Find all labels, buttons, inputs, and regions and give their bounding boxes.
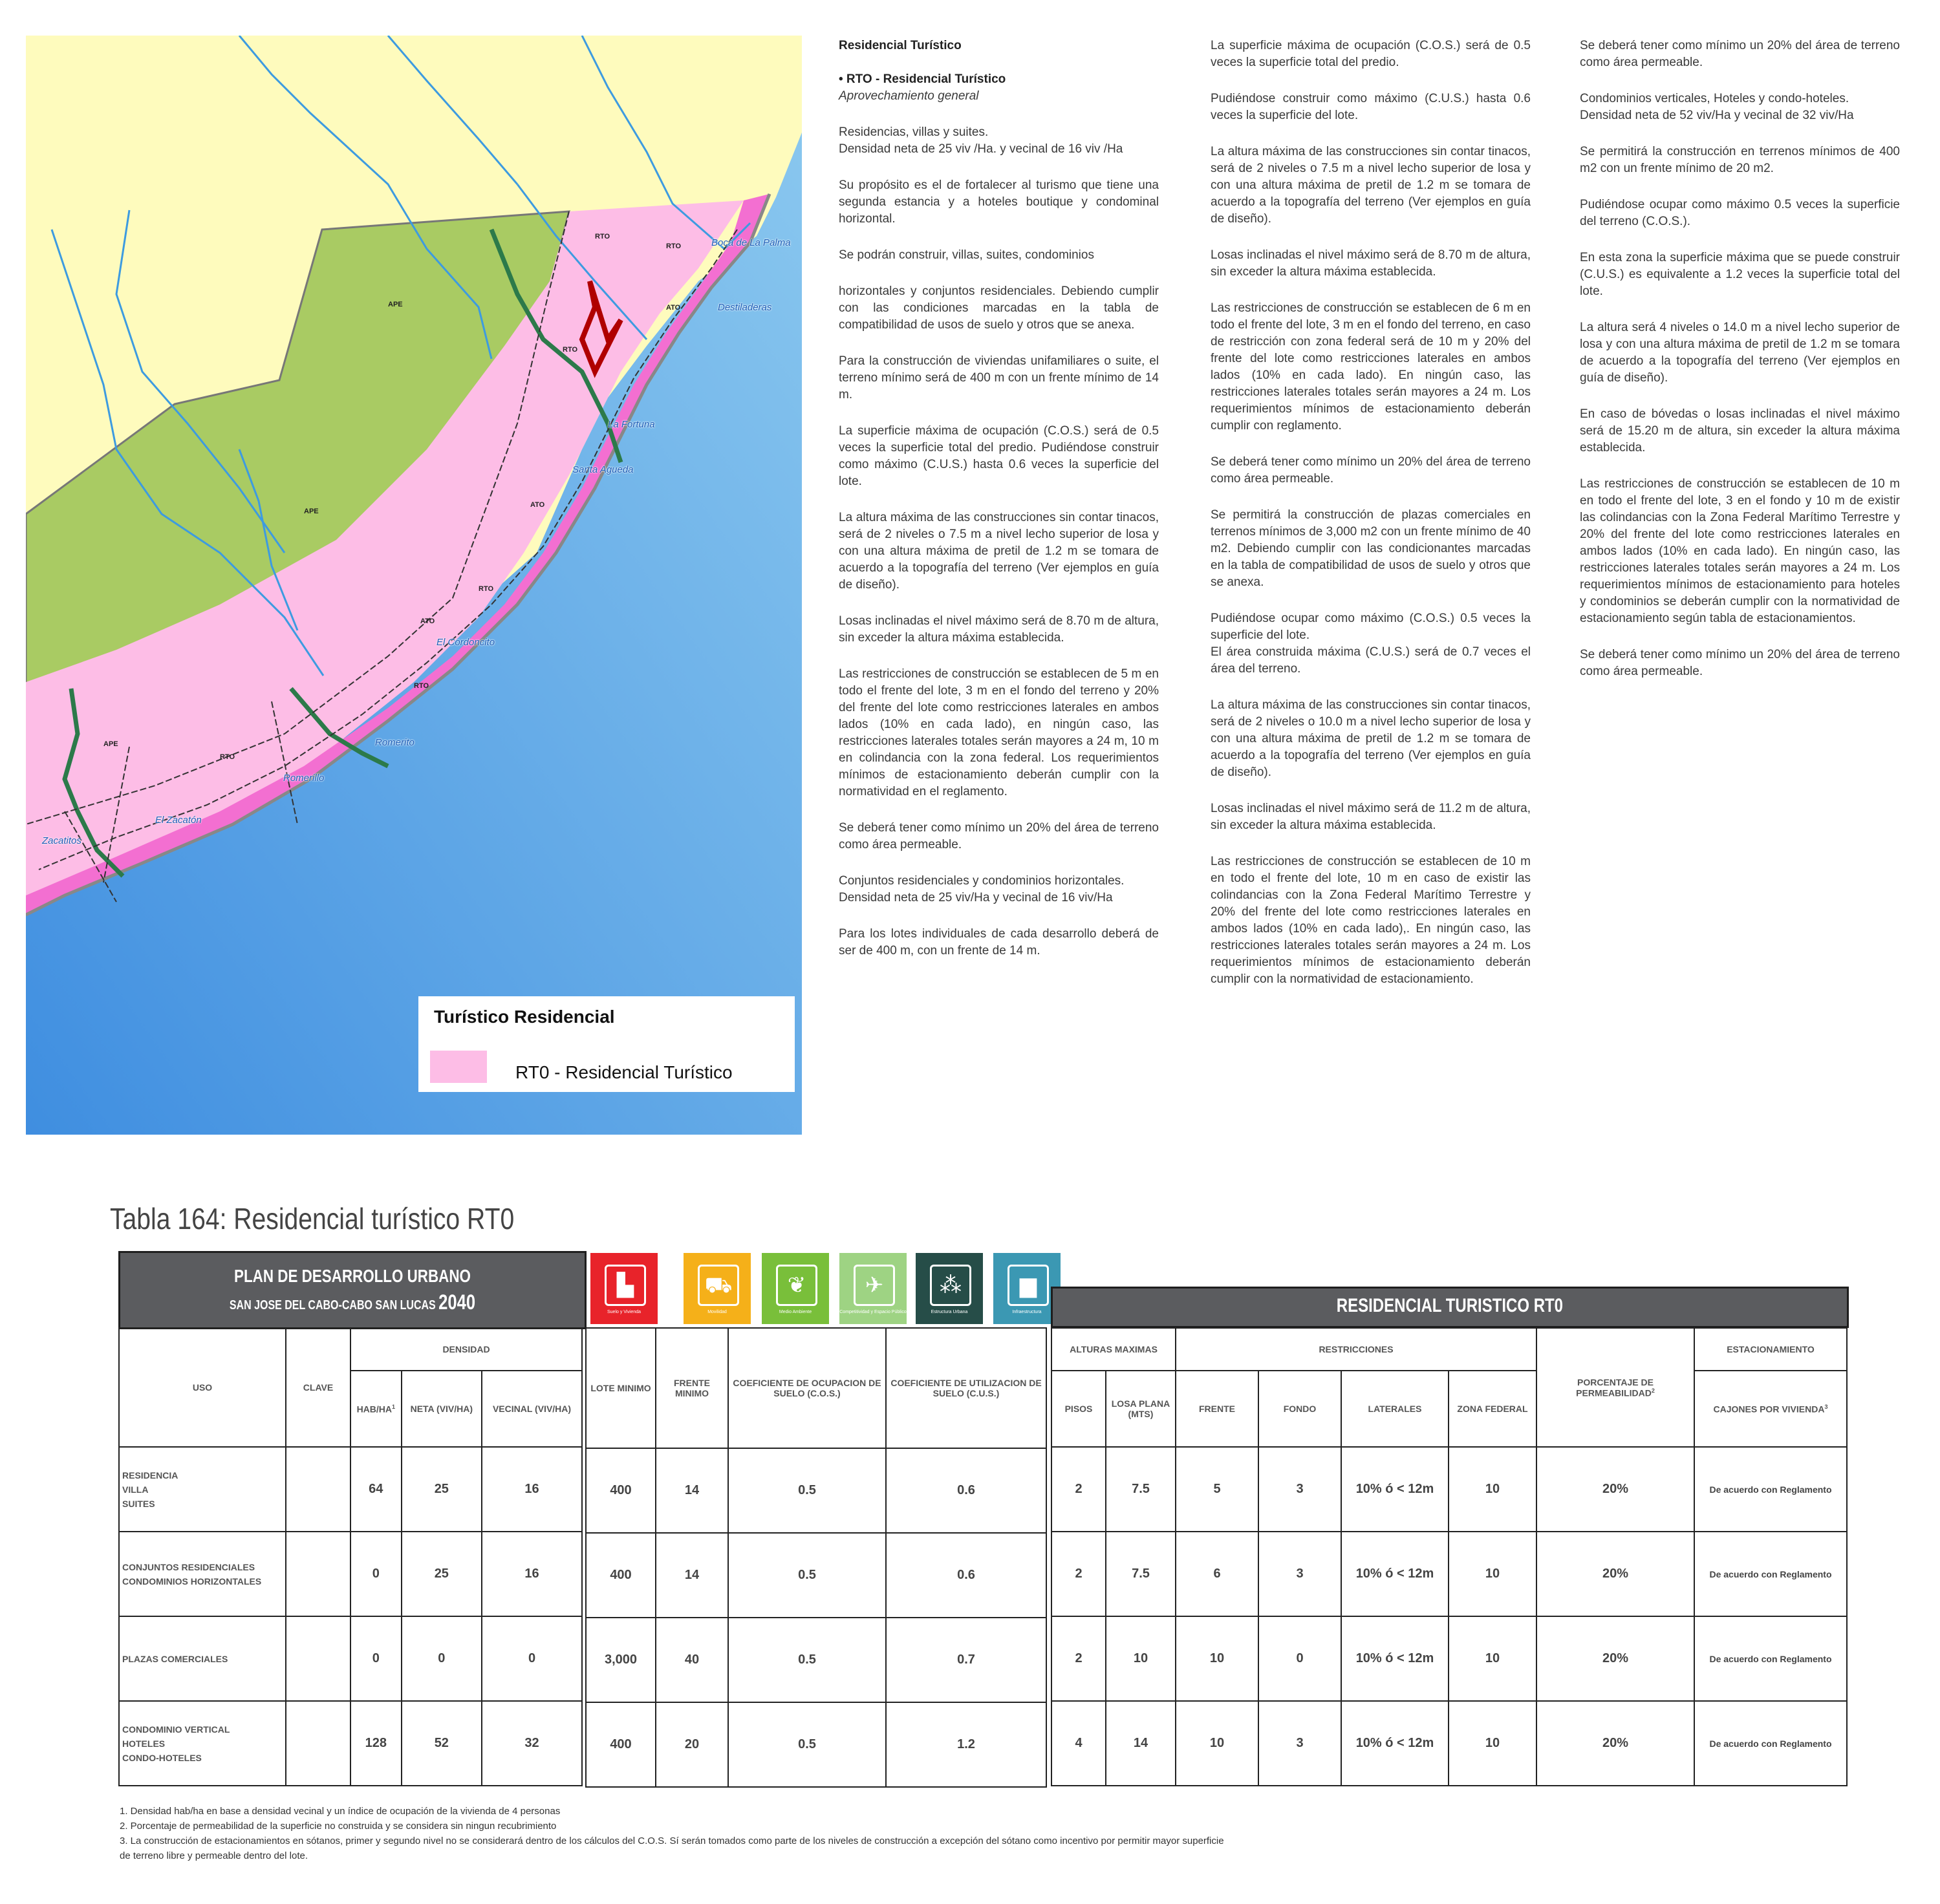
col-frente: FRENTE — [1176, 1371, 1258, 1447]
col-losa: LOSA PLANA (MTS) — [1106, 1371, 1176, 1447]
category-tile-competitividad — [839, 1253, 907, 1324]
cell-clave — [286, 1701, 350, 1786]
col-uso: USO — [119, 1328, 286, 1447]
cell-fondo: 3 — [1258, 1532, 1341, 1616]
cell-uso — [119, 1447, 286, 1532]
paragraph: horizontales y conjuntos residenciales. Debiendo cumplir con las condiciones marcadas en la tabla de compatibilidad de usos de suelo y otros que se anexa. — [839, 284, 1159, 332]
cell-frente-min: 14 — [656, 1448, 728, 1533]
col-zona-federal: ZONA FEDERAL — [1449, 1371, 1536, 1447]
zone-label: RTO — [595, 233, 610, 241]
cell-frente: 6 — [1176, 1532, 1258, 1616]
paragraph: Pudiéndose construir como máximo (C.U.S.) hasta 0.6 veces la superficie del lote. — [1211, 92, 1531, 122]
table-row — [586, 1533, 1046, 1618]
medio-ambiente-icon: ❦ — [776, 1265, 817, 1306]
paragraph: La altura máxima de las construcciones sin contar tinacos, será de 2 niveles o 7.5 m a nivel lecho superior de losa y con una altura máxima de pretil de 1.2 m se tomara de acuerdo a la topografía del terreno (Ver ejemplos en guía de diseño). — [1211, 145, 1531, 226]
col-alturas: ALTURAS MAXIMAS — [1051, 1328, 1176, 1371]
cell-cus: 0.6 — [886, 1533, 1046, 1618]
category-caption: Movilidad — [707, 1310, 727, 1314]
map-canvas — [26, 36, 802, 1135]
col-lote: LOTE MINIMO — [586, 1328, 656, 1448]
table-title: Tabla 164: Residencial turístico RT0 — [110, 1202, 515, 1235]
cell-hab: 64 — [350, 1447, 402, 1532]
cell-cajones: De acuerdo con Reglamento — [1694, 1447, 1847, 1532]
cell-laterales: 10% ó < 12m — [1341, 1447, 1449, 1532]
cell-lote: 400 — [586, 1448, 656, 1533]
paragraph: Se deberá tener como mínimo un 20% del área de terreno como área permeable. — [1580, 39, 1900, 69]
col-cus: COEFICIENTE DE UTILIZACION DE SUELO (C.U.S.) — [886, 1328, 1046, 1448]
cell-zona-federal: 10 — [1449, 1701, 1536, 1786]
cell-fondo: 3 — [1258, 1447, 1341, 1532]
cell-vecinal: 32 — [482, 1701, 582, 1786]
category-tile-estructura-urbana — [916, 1253, 983, 1324]
paragraph: Su propósito es el de fortalecer al turismo que tiene una segunda estancia y a hoteles boutique y condominal horizontal. — [839, 178, 1159, 226]
paragraph: Se deberá tener como mínimo un 20% del área de terreno como área permeable. — [839, 821, 1159, 851]
uso-line: CONDOMINIO VERTICAL — [122, 1724, 230, 1735]
zone-header-title: RESIDENCIAL TURISTICO RT0 — [1336, 1295, 1564, 1316]
legend-label: RT0 - Residencial Turístico — [515, 1062, 733, 1082]
cell-losa: 14 — [1106, 1701, 1176, 1786]
category-tile-suelo-vivienda — [590, 1253, 658, 1324]
table-row — [586, 1702, 1046, 1787]
paragraph: La superficie máxima de ocupación (C.O.S.) será de 0.5 veces la superficie total del predio. — [1211, 39, 1531, 69]
table-row — [119, 1532, 582, 1616]
table-row — [586, 1448, 1046, 1533]
cell-cos: 0.5 — [728, 1448, 886, 1533]
col-permeabilidad: PORCENTAJE DE PERMEABILIDAD$^2$ — [1536, 1328, 1694, 1447]
place-label: Romerillo — [283, 773, 325, 784]
category-tile-movilidad — [684, 1253, 751, 1324]
cell-laterales: 10% ó < 12m — [1341, 1616, 1449, 1701]
cell-vecinal: 0 — [482, 1616, 582, 1701]
cell-vecinal: 16 — [482, 1447, 582, 1532]
plan-year: 2040 — [438, 1290, 476, 1314]
col-cajones: CAJONES POR VIVIENDA$^3$ — [1694, 1371, 1847, 1447]
cell-hab: 0 — [350, 1616, 402, 1701]
footnote: 2. Porcentaje de permeabilidad de la superficie no construida y se considera sin ningun recubrimiento — [120, 1821, 557, 1832]
paragraphs — [839, 124, 1159, 959]
zone-label: RTO — [666, 242, 682, 250]
zone-label: ATO — [666, 304, 681, 312]
table-row — [1051, 1532, 1847, 1616]
zone-header — [1051, 1287, 1849, 1328]
cell-cos: 0.5 — [728, 1533, 886, 1618]
uso-line: CONDO-HOTELES — [122, 1752, 202, 1763]
text-column-2 — [1211, 37, 1531, 1007]
section-subtitle: Aprovechamiento general — [839, 89, 979, 103]
uso-line: RESIDENCIA — [122, 1470, 178, 1481]
table-alturas-restricciones — [1051, 1327, 1848, 1786]
place-label: Santa Agueda — [572, 464, 634, 475]
col-laterales: LATERALES — [1341, 1371, 1449, 1447]
cell-losa: 7.5 — [1106, 1532, 1176, 1616]
paragraph: Las restricciones de construcción se establecen de 5 m en todo el frente del lote, 3 m en el fondo del terreno y 20% del frente del lote como restricciones laterales en ambos lados (10% en cada lado), en ningún caso, las restricciones laterales totales serán mayores a 24 m, 10 m en colindancia con la zona federal. Los requerimientos mínimos de estacionamiento deberán cumplir con la normatividad en el reglamento. — [839, 667, 1159, 798]
table-row — [1051, 1447, 1847, 1532]
footnote: 1. Densidad hab/ha en base a densidad vecinal y un índice de ocupación de la vivienda de 4 personas — [120, 1806, 561, 1817]
col-vecinal: VECINAL (VIV/HA) — [482, 1371, 582, 1447]
cell-cus: 1.2 — [886, 1702, 1046, 1787]
paragraph: Residencias, villas y suites. Densidad neta de 25 viv /Ha. y vecinal de 16 viv /Ha — [839, 125, 1123, 156]
cell-permeabilidad: 20% — [1536, 1701, 1694, 1786]
zoning-map — [26, 36, 802, 1135]
col-fondo: FONDO — [1258, 1371, 1341, 1447]
paragraph: Losas inclinadas el nivel máximo será de 8.70 m de altura, sin exceder la altura máxima establecida. — [1211, 248, 1531, 279]
paragraph: Losas inclinadas el nivel máximo será de 11.2 m de altura, sin exceder la altura máxima establecida. — [1211, 802, 1531, 832]
paragraph: Para la construcción de viviendas unifamiliares o suite, el terreno mínimo será de 400 m con un frente mínimo de 14 m. — [839, 354, 1159, 401]
place-label: Zacatitos — [42, 835, 81, 846]
cell-pisos: 2 — [1051, 1532, 1106, 1616]
cell-cos: 0.5 — [728, 1618, 886, 1702]
category-tile-medio-ambiente — [762, 1253, 829, 1324]
cell-laterales: 10% ó < 12m — [1341, 1701, 1449, 1786]
col-restricciones: RESTRICCIONES — [1176, 1328, 1536, 1371]
paragraph: Para los lotes individuales de cada desarrollo deberá de ser de 400 m, con un frente de 14 m. — [839, 927, 1159, 957]
paragraph: Se podrán construir, villas, suites, condominios — [839, 248, 1094, 262]
table-row — [119, 1447, 582, 1532]
table-row — [1051, 1701, 1847, 1786]
zone-label: APE — [388, 301, 403, 308]
zone-label: APE — [103, 740, 118, 748]
cell-permeabilidad: 20% — [1536, 1447, 1694, 1532]
paragraph: La altura será 4 niveles o 14.0 m a nivel lecho superior de losa y con una altura máxima de pretil de 1.2 m se tomara de acuerdo a la topografía del terreno (Ver ejemplos en guía de diseño). — [1580, 321, 1900, 385]
plan-header — [118, 1251, 587, 1329]
zone-label: APE — [304, 508, 319, 515]
place-label: Boca de La Palma — [711, 237, 791, 248]
category-caption: Competitividad y Espacio Público — [839, 1310, 907, 1314]
paragraph: En caso de bóvedas o losas inclinadas el nivel máximo será de 15.20 m de altura, sin exceder la altura máxima establecida. — [1580, 407, 1900, 455]
col-cos: COEFICIENTE DE OCUPACION DE SUELO (C.O.S.) — [728, 1328, 886, 1448]
zone-label: ATO — [420, 617, 435, 625]
cell-cajones: De acuerdo con Reglamento — [1694, 1616, 1847, 1701]
cell-lote: 3,000 — [586, 1618, 656, 1702]
paragraph: La altura máxima de las construcciones sin contar tinacos, será de 2 niveles o 7.5 m a nivel lecho superior de losa y con una altura máxima de pretil de 1.2 m se tomara de acuerdo a la topografía del terreno (Ver ejemplos en guía de diseño). — [839, 511, 1159, 592]
cell-permeabilidad: 20% — [1536, 1532, 1694, 1616]
competitividad-icon: ✈ — [854, 1265, 895, 1306]
uso-line: HOTELES — [122, 1738, 166, 1749]
paragraph: Las restricciones de construcción se establecen de 10 m en todo el frente del lote, 10 m en caso de existir las colindancias con la Zona Federal Marítimo Terrestre y 20% del frente del lote como restricciones laterales en ambos lados (10% en cada lado),. En ningún caso, las restricciones laterales totales serán mayores a 24 m. Los requerimientos mínimos de estacionamiento deberán cumplir con la normatividad de estacionamiento. — [1211, 855, 1531, 986]
paragraph: Pudiéndose ocupar como máximo 0.5 veces la superficie del terreno (C.O.S.). — [1580, 198, 1900, 228]
paragraph: Se deberá tener como mínimo un 20% del área de terreno como área permeable. — [1211, 455, 1531, 486]
cell-clave — [286, 1616, 350, 1701]
cell-vecinal: 16 — [482, 1532, 582, 1616]
uso-line: VILLA — [122, 1484, 149, 1495]
movilidad-icon: ⛟ — [698, 1265, 739, 1306]
cell-frente-min: 14 — [656, 1533, 728, 1618]
col-estacionamiento: ESTACIONAMIENTO — [1694, 1328, 1847, 1371]
place-label: El Cordoncito — [436, 637, 495, 648]
cell-neta: 25 — [402, 1532, 482, 1616]
col-pisos: PISOS — [1051, 1371, 1106, 1447]
cell-permeabilidad: 20% — [1536, 1616, 1694, 1701]
uso-line: PLAZAS COMERCIALES — [122, 1653, 228, 1664]
section-bullet: • RTO - Residencial Turístico — [839, 72, 1006, 86]
cell-frente-min: 20 — [656, 1702, 728, 1787]
table-row — [119, 1616, 582, 1701]
cell-uso — [119, 1532, 286, 1616]
category-caption: Medio Ambiente — [779, 1310, 812, 1314]
paragraph: Pudiéndose ocupar como máximo (C.O.S.) 0.5 veces la superficie del lote. El área construida máxima (C.U.S.) será de 0.7 veces el área del terreno. — [1211, 612, 1531, 676]
cell-frente-min: 40 — [656, 1618, 728, 1702]
text-column-1 — [839, 37, 1159, 979]
infraestructura-icon: ▆ — [1008, 1265, 1049, 1306]
legend-swatch — [430, 1051, 487, 1083]
cell-frente: 10 — [1176, 1701, 1258, 1786]
plan-subtitle-text: SAN JOSE DEL CABO-CABO SAN LUCAS — [229, 1298, 436, 1312]
table-uso-densidad — [118, 1327, 583, 1786]
place-label: El Zacatón — [155, 815, 202, 826]
table-row — [1051, 1616, 1847, 1701]
cell-lote: 400 — [586, 1533, 656, 1618]
col-neta: NETA (VIV/HA) — [402, 1371, 482, 1447]
paragraph: Losas inclinadas el nivel máximo será de 8.70 m de altura, sin exceder la altura máxima establecida. — [839, 614, 1159, 645]
paragraph: Las restricciones de construcción se establecen de 6 m en todo el frente del lote, 3 m en el fondo del terreno, en caso de restricción con zona federal será de 10 m y 20% del frente del lote como restricciones laterales en ambos lados (10% en cada lado). En ningún caso, las restricciones laterales totales serán mayores a 24 m. Los requerimientos mínimos de estacionamiento deberán cumplir con reglamento. — [1211, 301, 1531, 433]
table-row — [586, 1618, 1046, 1702]
category-caption: Infraestructura — [1012, 1310, 1042, 1314]
cell-cus: 0.6 — [886, 1448, 1046, 1533]
col-densidad: DENSIDAD — [350, 1328, 582, 1371]
zone-label: ATO — [530, 501, 545, 509]
cell-neta: 0 — [402, 1616, 482, 1701]
cell-pisos: 2 — [1051, 1616, 1106, 1701]
plan-title: PLAN DE DESARROLLO URBANO — [234, 1266, 471, 1286]
category-caption: Estructura Urbana — [931, 1310, 968, 1314]
col-hab-ha: HAB/$HA^1$ — [350, 1371, 402, 1447]
cell-pisos: 4 — [1051, 1701, 1106, 1786]
cell-cajones: De acuerdo con Reglamento — [1694, 1532, 1847, 1616]
cell-uso — [119, 1701, 286, 1786]
place-label: Destiladeras — [718, 302, 772, 313]
cell-frente: 5 — [1176, 1447, 1258, 1532]
cell-hab: 0 — [350, 1532, 402, 1616]
footnote: 3. La construcción de estacionamientos en sótanos, primer y segundo nivel no se considerará dentro de los cálculos del C.O.S. Sí serán tomados como parte de los niveles de construcción a excepción del sótano como incentivo por permitir mayor superficie — [120, 1835, 1224, 1846]
cell-losa: 10 — [1106, 1616, 1176, 1701]
uso-line: CONJUNTOS RESIDENCIALES — [122, 1561, 255, 1572]
map-legend — [418, 996, 795, 1092]
place-label: Romerito — [375, 737, 415, 748]
cell-clave — [286, 1447, 350, 1532]
zone-label: RTO — [414, 682, 429, 690]
table-footnotes — [120, 1804, 1224, 1863]
cell-cajones: De acuerdo con Reglamento — [1694, 1701, 1847, 1786]
cell-hab: 128 — [350, 1701, 402, 1786]
table-row — [119, 1701, 582, 1786]
footnote: de terreno libre y permeable dentro del lote. — [120, 1850, 308, 1861]
zone-label: RTO — [563, 346, 578, 354]
paragraph: La altura máxima de las construcciones sin contar tinacos, será de 2 niveles o 10.0 m a nivel lecho superior de losa y con una altura máxima de pretil de 1.2 m se tomara de acuerdo a la topografía del terreno (Ver ejemplos en guía de diseño). — [1211, 698, 1531, 779]
suelo-vivienda-icon: ▙ — [605, 1265, 646, 1306]
section-heading: Residencial Turístico — [839, 39, 962, 52]
paragraphs — [1580, 37, 1900, 680]
place-label: La Fortuna — [608, 419, 655, 430]
legend-title: Turístico Residencial — [434, 1007, 615, 1027]
cell-zona-federal: 10 — [1449, 1532, 1536, 1616]
zone-label: RTO — [479, 585, 494, 593]
cell-neta: 25 — [402, 1447, 482, 1532]
text-column-3 — [1580, 37, 1900, 700]
paragraphs — [1211, 37, 1531, 988]
estructura-urbana-icon: ⁂ — [930, 1265, 971, 1306]
uso-line: CONDOMINIOS HORIZONTALES — [122, 1576, 262, 1587]
cell-laterales: 10% ó < 12m — [1341, 1532, 1449, 1616]
cell-frente: 10 — [1176, 1616, 1258, 1701]
cell-neta: 52 — [402, 1701, 482, 1786]
cell-zona-federal: 10 — [1449, 1447, 1536, 1532]
cell-fondo: 0 — [1258, 1616, 1341, 1701]
paragraph: Conjuntos residenciales y condominios horizontales. Densidad neta de 25 viv/Ha y vecinal de 16 viv/Ha — [839, 874, 1125, 904]
cell-uso — [119, 1616, 286, 1701]
cell-losa: 7.5 — [1106, 1447, 1176, 1532]
cell-pisos: 2 — [1051, 1447, 1106, 1532]
cell-fondo: 3 — [1258, 1701, 1341, 1786]
paragraph: Se deberá tener como mínimo un 20% del área de terreno como área permeable. — [1580, 648, 1900, 678]
paragraph: La superficie máxima de ocupación (C.O.S.) será de 0.5 veces la superficie total del predio. Pudiéndose construir como máximo (C.U.S.) hasta 0.6 veces la superficie del lote. — [839, 424, 1159, 488]
uso-line: SUITES — [122, 1498, 155, 1509]
zone-label: RTO — [220, 753, 235, 761]
cell-cos: 0.5 — [728, 1702, 886, 1787]
cell-cus: 0.7 — [886, 1618, 1046, 1702]
paragraph: Se permitirá la construcción de plazas comerciales en terrenos mínimos de 3,000 m2 con un frente mínimo de 40 m2. Debiendo cumplir con las condicionantes marcadas en la tabla de compatibilidad de usos de suelo y otros que se anexa. — [1211, 508, 1531, 589]
table-lote-coeficientes — [585, 1327, 1047, 1788]
category-caption: Suelo y Vivienda — [607, 1310, 641, 1314]
plan-subtitle — [167, 1290, 538, 1314]
col-frente-min: FRENTE MINIMO — [656, 1328, 728, 1448]
cell-clave — [286, 1532, 350, 1616]
paragraph: Condominios verticales, Hoteles y condo-hoteles. Densidad neta de 52 viv/Ha y vecinal de 32 viv/Ha — [1580, 92, 1854, 122]
paragraph: En esta zona la superficie máxima que se puede construir (C.U.S.) es equivalente a 1.2 veces la superficie total del lote. — [1580, 251, 1900, 298]
paragraph: Las restricciones de construcción se establecen de 10 m en todo el frente del lote, 3 en el fondo y 10 m de existir las colindancias con la Zona Federal Marítimo Terrestre y 20% del frente del lote como restricciones laterales en ambos lados (10% en cada lado). En ningún caso, las restricciones laterales totales serán mayores a 24 m. Los requerimientos mínimos de estacionamiento para hoteles y condominios se deberán cumplir con la normatividad de estacionamiento según tabla de estacionamientos. — [1580, 477, 1900, 625]
cell-zona-federal: 10 — [1449, 1616, 1536, 1701]
col-clave: CLAVE — [286, 1328, 350, 1447]
paragraph: Se permitirá la construcción en terrenos mínimos de 400 m2 con un frente mínimo de 20 m2. — [1580, 145, 1900, 175]
cell-lote: 400 — [586, 1702, 656, 1787]
